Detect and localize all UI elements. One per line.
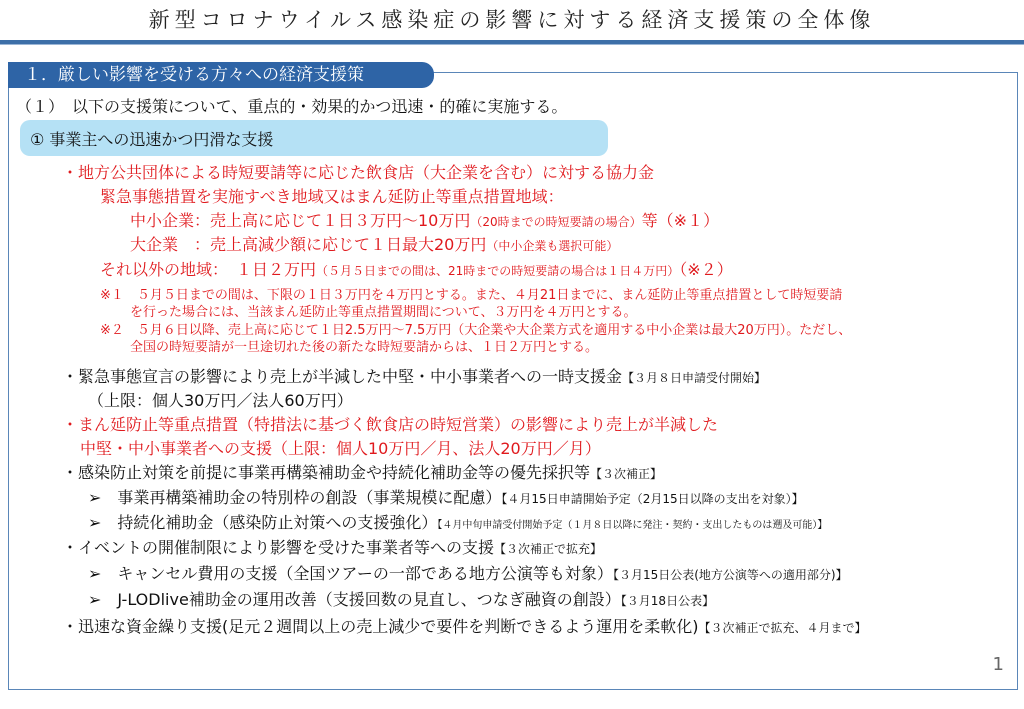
cancellation-support-date: 【３月15日公表(地方公演等への適用部分)】 bbox=[612, 568, 848, 582]
sme-main: 中小企業：売上高に応じて１日３万円～10万円 bbox=[130, 211, 471, 230]
temporary-support-line bbox=[62, 364, 766, 387]
priority-measure-line-2: 中堅・中小事業者への支援（上限：個人10万円／月、法人20万円／月） bbox=[80, 439, 601, 458]
sustainability-subsidy-line bbox=[88, 510, 827, 533]
sme-ref: 等（※１） bbox=[641, 211, 720, 230]
event-support-main: ・イベントの開催制限により影響を受けた事業者等への支援 bbox=[62, 538, 495, 557]
large-company-line bbox=[130, 232, 618, 255]
subsidy-priority-tag: 【３次補正】 bbox=[590, 467, 663, 481]
cancellation-support-main: ➢ キャンセル費用の支援（全国ツアーの一部である地方公演等も対象） bbox=[88, 564, 613, 583]
page-title: 新型コロナウイルス感染症の影響に対する経済支援策の全体像 bbox=[148, 8, 876, 32]
cancellation-support-line bbox=[88, 561, 848, 584]
financing-support-main: ・迅速な資金繰り支援(足元２週間以上の売上減少で要件を判断できるよう運用を柔軟化) bbox=[62, 617, 699, 636]
event-support-line bbox=[62, 535, 602, 558]
other-area-line bbox=[100, 257, 733, 280]
page-number: 1 bbox=[992, 654, 1004, 675]
sme-note: （20時までの時短要請の場合） bbox=[470, 215, 642, 229]
section-header: １．厳しい影響を受ける方々への経済支援策 bbox=[8, 62, 434, 88]
cooperation-fund-line: ・地方公共団体による時短要請等に応じた飲食店（大企業を含む）に対する協力金 bbox=[62, 163, 655, 182]
subsidy-priority-line bbox=[62, 460, 662, 483]
intro-text: （１） 以下の支援策について、重点的・効果的かつ迅速・的確に実施する。 bbox=[16, 97, 568, 116]
temporary-support-limit: （上限：個人30万円／法人60万円） bbox=[88, 391, 353, 410]
event-support-tag: 【３次補正で拡充】 bbox=[494, 542, 603, 556]
temporary-support-date: 【３月８日申請受付開始】 bbox=[622, 371, 767, 385]
large-company-main: 大企業 ：売上高減少額に応じて１日最大20万円 bbox=[130, 235, 487, 254]
title-divider-thin bbox=[0, 44, 1024, 45]
jlod-subsidy-date: 【３月18日公表】 bbox=[620, 594, 715, 608]
restructuring-subsidy-main: ➢ 事業再構築補助金の特別枠の創設（事業規模に配慮） bbox=[88, 488, 502, 507]
sme-line bbox=[130, 208, 719, 231]
sustainability-subsidy-date: 【４月中旬申請受付開始予定（１月８日以降に発注・契約・支出したものは遡及可能）】 bbox=[437, 520, 828, 531]
note-1-line-2: を行った場合には、当該まん延防止等重点措置期間について、３万円を４万円とする。 bbox=[130, 305, 637, 320]
sustainability-subsidy-main: ➢ 持続化補助金（感染防止対策への支援強化） bbox=[88, 513, 438, 532]
large-company-note: （中小企業も選択可能） bbox=[486, 239, 619, 253]
other-area-note: （５月５日までの間は、21時までの時短要請の場合は１日４万円） bbox=[316, 264, 680, 278]
note-2-line-1: ※２ ５月６日以降、売上高に応じて１日2.5万円～7.5万円（大企業や大企業方式を適用する中小企業は最大20万円）。ただし、 bbox=[100, 323, 852, 338]
restructuring-subsidy-line bbox=[88, 485, 804, 508]
jlod-subsidy-main: ➢ J-LODlive補助金の運用改善（支援回数の見直し、つなぎ融資の創設） bbox=[88, 590, 621, 609]
note-2-line-2: 全国の時短要請が一旦途切れた後の新たな時短要請からは、１日２万円とする。 bbox=[130, 340, 599, 355]
other-area-main: それ以外の地域： １日２万円 bbox=[100, 260, 317, 279]
other-area-ref: （※２） bbox=[679, 260, 733, 279]
subsection-title: ① 事業主への迅速かつ円滑な支援 bbox=[30, 130, 274, 149]
financing-support-line bbox=[62, 614, 867, 637]
emergency-area-line: 緊急事態措置を実施すべき地域又はまん延防止等重点措置地域： bbox=[100, 187, 564, 206]
subsidy-priority-main: ・感染防止対策を前提に事業再構築補助金や持続化補助金等の優先採択等 bbox=[62, 463, 591, 482]
jlod-subsidy-line bbox=[88, 587, 714, 610]
restructuring-subsidy-date: 【４月15日申請開始予定（2月15日以降の支出を対象）】 bbox=[501, 492, 804, 506]
financing-support-tag: 【３次補正で拡充、４月まで】 bbox=[698, 621, 867, 635]
temporary-support-main: ・緊急事態宣言の影響により売上が半減した中堅・中小事業者への一時支援金 bbox=[62, 367, 623, 386]
note-1-line-1: ※１ ５月５日までの間は、下限の１日３万円を４万円とする。また、４月21日までに、まん延防止等重点措置として時短要請 bbox=[100, 288, 843, 303]
priority-measure-line-1: ・まん延防止等重点措置（特措法に基づく飲食店の時短営業）の影響により売上が半減した bbox=[62, 415, 719, 434]
